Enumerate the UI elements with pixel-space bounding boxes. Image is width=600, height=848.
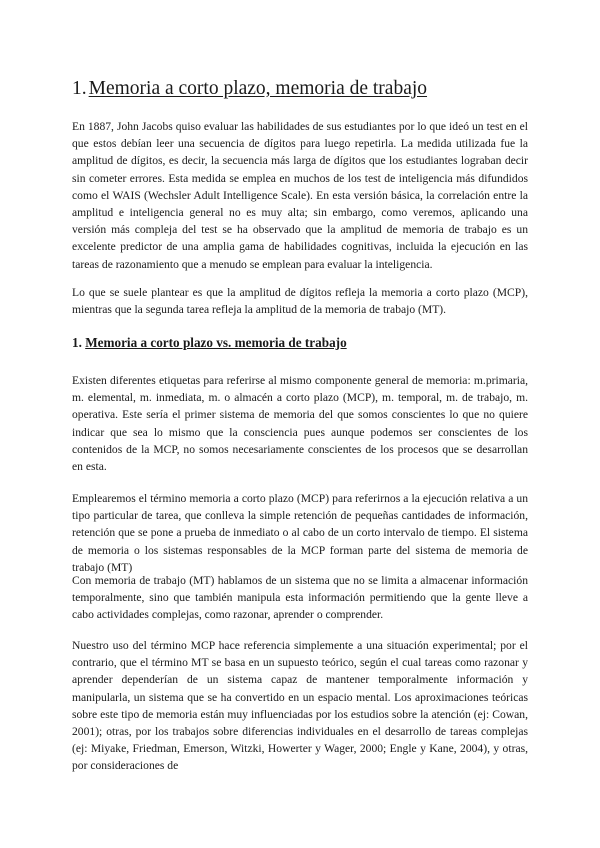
paragraph-section-1: Existen diferentes etiquetas para referirse al mismo componente general de memoria: m.primaria, m. elemental, m. inmediata, m. o almacén a corto plazo (MCP), m. temporal, m. de trabajo, m. operativa. Este sería el primer sistema de memoria del que somos conscientes lo que no quiere indicar que sea lo mismo que la consciencia pues aunque podemos ser conscientes de los contenidos de la MCP, no somos necesariamente conscientes de los procesos que se desarrollan en esta.	[72, 374, 528, 474]
paragraph-section-4: Nuestro uso del término MCP hace referencia simplemente a una situación experimental; por el contrario, que el término MT se basa en un supuesto teórico, según el cual tareas como razonar y aprender dependerían de un sistema capaz de mantener temporalmente información y manipularla, un sistema que se ha convertido en un espacio mental. Los aproximaciones teóricas sobre este tipo de memoria están muy influenciadas por los estudios sobre la atención (ej: Cowan, 2001); otras, por los trabajos sobre diferencias individuales en el desarrollo de tareas complejas (ej: Miyake, Friedman, Emerson, Witzki, Howerter y Wager, 2000; Engle y Kane, 2004), y otras, por consideraciones de	[72, 639, 528, 773]
paragraph-intro-1: En 1887, John Jacobs quiso evaluar las habilidades de sus estudiantes por lo que ideó un test en el que estos debían leer una secuencia de dígitos para luego repetirla. La medida utilizada fue la amplitud de dígitos, es decir, la secuencia más larga de dígitos que los estudiantes lograban decir sin cometer errores. Esta medida se emplea en muchos de los test de inteligencia más difundidos como el WAIS (Wechsler Adult Intelligence Scale). En esta versión básica, la correlación entre la amplitud e inteligencia general no es muy alta; sin embargo, como veremos, aplicando una versión más compleja del test se ha observado que la amplitud de memoria de trabajo es un excelente predictor de una amplia gama de habilidades cognitivas, incluida la ejecución en las tareas de razonamiento que a menudo se emplean para evaluar la inteligencia.	[72, 120, 528, 271]
page-title-number: 1.	[72, 78, 87, 99]
paragraph-section-2: Emplearemos el término memoria a corto plazo (MCP) para referirnos a la ejecución relativa a un tipo particular de tarea, que conlleva la simple retención de pequeñas cantidades de información, retención que se pone a prueba de inmediato o al cabo de un corto intervalo de tiempo. El sistema de memoria o los sistemas responsables de la MCP forman parte del sistema de memoria de trabajo (MT)	[72, 492, 528, 574]
section-heading-text: Memoria a corto plazo vs. memoria de trabajo	[85, 335, 347, 350]
page-title-text: Memoria a corto plazo, memoria de trabajo	[88, 78, 428, 99]
section-heading	[72, 334, 347, 352]
paragraph-intro-2: Lo que se suele plantear es que la amplitud de dígitos refleja la memoria a corto plazo (MCP), mientras que la segunda tarea refleja la amplitud de la memoria de trabajo (MT).	[72, 286, 528, 317]
page-title	[72, 76, 427, 102]
paragraph-section-3: Con memoria de trabajo (MT) hablamos de un sistema que no se limita a almacenar información temporalmente, sino que también manipula esta información permitiendo que la gente lleve a cabo actividades complejas, como razonar, aprender o comprender.	[72, 574, 528, 622]
section-heading-number: 1.	[72, 335, 82, 350]
